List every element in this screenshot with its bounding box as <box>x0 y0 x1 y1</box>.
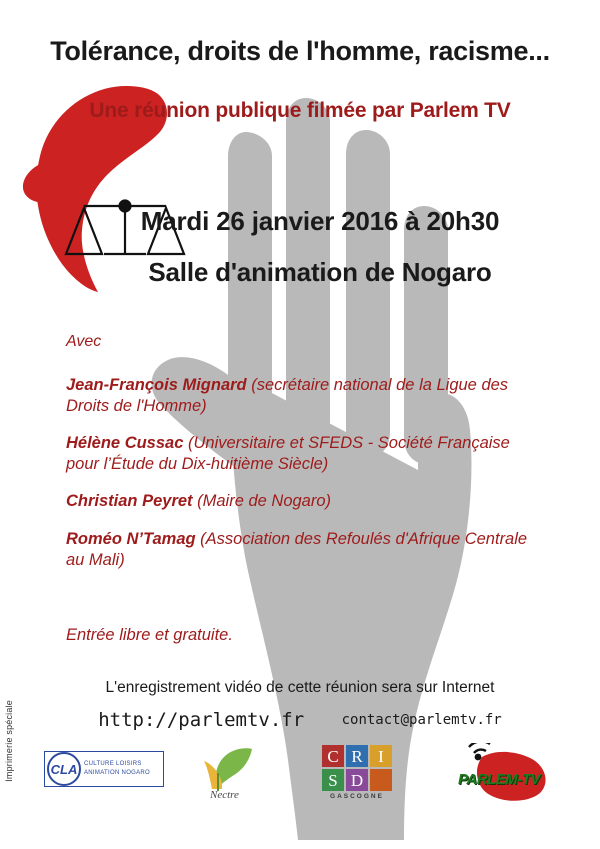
logo-row <box>0 743 600 813</box>
speaker-role: (secrétaire national de la Ligue des Droits de l'Homme) <box>66 376 509 416</box>
svg-text:S: S <box>328 771 338 790</box>
contact-email[interactable]: contact@parlemtv.fr <box>341 712 502 728</box>
page-subtitle: Une réunion publique filmée par Parlem TV <box>89 99 511 122</box>
nectre-wordmark: Nectre <box>210 789 239 801</box>
speaker-list <box>66 375 536 587</box>
list-item <box>66 529 536 571</box>
svg-text:C: C <box>327 747 339 766</box>
speaker-name: Christian Peyret <box>66 492 193 511</box>
event-place: Salle d'animation de Nogaro <box>148 257 492 287</box>
logo-crisd <box>320 743 394 805</box>
logo-nectre <box>196 743 266 805</box>
svg-text:D: D <box>350 771 364 790</box>
clan-monogram: CLA <box>47 752 81 786</box>
list-item <box>66 433 536 475</box>
clan-logo-text <box>84 760 150 777</box>
logo-clan-nogaro <box>44 751 164 787</box>
speaker-role: (Maire de Nogaro) <box>197 492 332 511</box>
svg-text:R: R <box>351 747 363 766</box>
speaker-name: Jean-François Mignard <box>66 376 247 394</box>
website-url[interactable]: http://parlemtv.fr <box>98 709 305 731</box>
clan-logo-line1: CULTURE LOISIRS <box>84 761 142 768</box>
speaker-role: (Universitaire et SFEDS - Société Française pour l’Étude du Dix-huitième Siècle) <box>66 434 510 474</box>
svg-text:I: I <box>378 747 384 766</box>
nectre-mark-icon <box>196 743 266 793</box>
parlem-tv-wordmark: PARLEM-TV <box>458 771 540 788</box>
contact-line <box>0 709 600 731</box>
event-date: Mardi 26 janvier 2016 à 20h30 <box>140 206 500 236</box>
printer-credit: Imprimerie spéciale <box>4 700 14 782</box>
crisd-mark-icon <box>320 743 394 793</box>
crisd-caption: GASCOGNE <box>330 793 384 800</box>
speaker-name: Roméo N’Tamag <box>66 529 196 548</box>
list-item <box>66 491 536 512</box>
clan-logo-line2: ANIMATION NOGARO <box>84 770 151 776</box>
speaker-role: (Association des Refoulés d'Afrique Centrale au Mali) <box>66 529 528 569</box>
list-item <box>66 375 536 417</box>
with-label: Avec <box>66 333 102 350</box>
logo-parlem-tv <box>452 743 562 805</box>
free-entry-note: Entrée libre et gratuite. <box>66 626 233 644</box>
page-title: Tolérance, droits de l'homme, racisme... <box>50 36 550 66</box>
recording-note: L'enregistrement vidéo de cette réunion sera sur Internet <box>105 679 495 696</box>
speaker-name: Hélène Cussac <box>66 434 184 453</box>
